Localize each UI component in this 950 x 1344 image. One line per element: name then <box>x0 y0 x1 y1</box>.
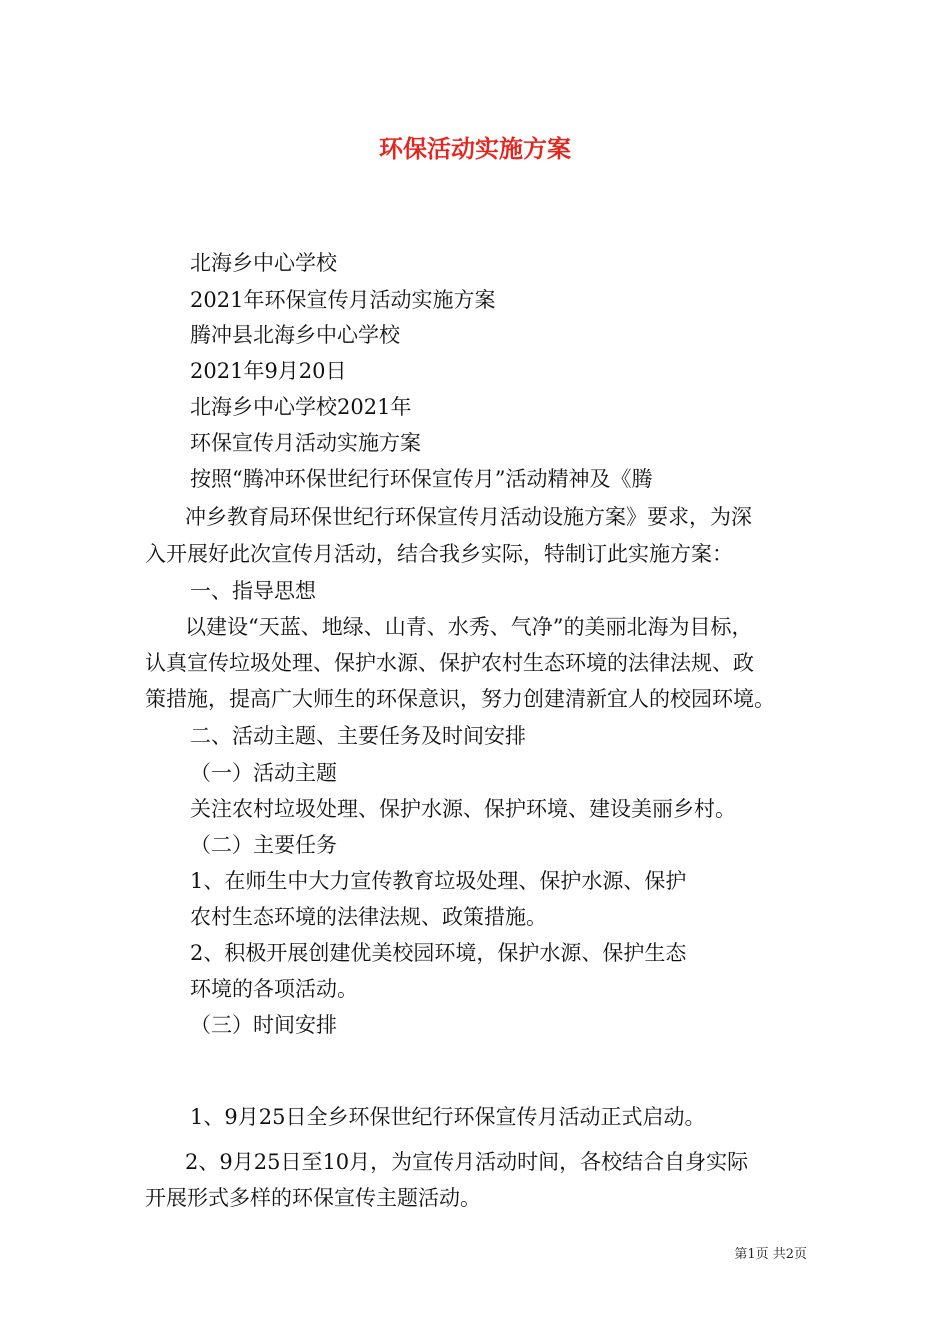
text-line: 关注农村垃圾处理、保护水源、保护环境、建设美丽乡村。 <box>190 797 736 821</box>
text-line: 2、积极开展创建优美校园环境，保护水源、保护生态 <box>190 941 687 965</box>
subsection-heading: （一）活动主题 <box>190 761 337 785</box>
text-line: 1、在师生中大力宣传教育垃圾处理、保护水源、保护 <box>190 869 687 893</box>
subsection-heading: （三）时间安排 <box>190 1013 337 1037</box>
section-heading: 一、指导思想 <box>190 579 316 603</box>
subsection-heading: （二）主要任务 <box>190 833 337 857</box>
text-line: 2021年9月20日 <box>190 359 347 383</box>
text-line: 环保宣传月活动实施方案 <box>190 431 421 455</box>
text-line: 2021年环保宣传月活动实施方案 <box>190 288 496 312</box>
text-line: 北海乡中心学校 <box>190 251 337 275</box>
text-line: 策措施，提高广大师生的环保意识，努力创建清新宜人的校园环境。 <box>145 687 775 711</box>
text-line: 农村生态环境的法律法规、政策措施。 <box>190 905 547 929</box>
text-line: 环境的各项活动。 <box>190 977 358 1001</box>
text-line: 腾冲县北海乡中心学校 <box>190 323 400 347</box>
text-line: 1、9月25日全乡环保世纪行环保宣传月活动正式启动。 <box>190 1105 706 1129</box>
text-line: 北海乡中心学校2021年 <box>190 395 412 419</box>
text-line: 2、9月25日至10月，为宣传月活动时间，各校结合自身实际 <box>185 1150 749 1174</box>
text-line: 入开展好此次宣传月活动，结合我乡实际，特制订此实施方案： <box>145 542 733 566</box>
text-line: 以建设“天蓝、地绿、山青、水秀、气净”的美丽北海为目标， <box>185 615 753 639</box>
text-line: 按照“腾冲环保世纪行环保宣传月”活动精神及《腾 <box>190 467 653 491</box>
text-line: 认真宣传垃圾处理、保护水源、保护农村生态环境的法律法规、政 <box>145 651 754 675</box>
section-heading: 二、活动主题、主要任务及时间安排 <box>190 724 526 748</box>
text-line: 冲乡教育局环保世纪行环保宣传月活动设施方案》要求，为深 <box>185 505 752 529</box>
document-title: 环保活动实施方案 <box>379 134 571 163</box>
page-number-footer: 第1页 共2页 <box>734 1247 807 1262</box>
text-line: 开展形式多样的环保宣传主题活动。 <box>145 1186 481 1210</box>
